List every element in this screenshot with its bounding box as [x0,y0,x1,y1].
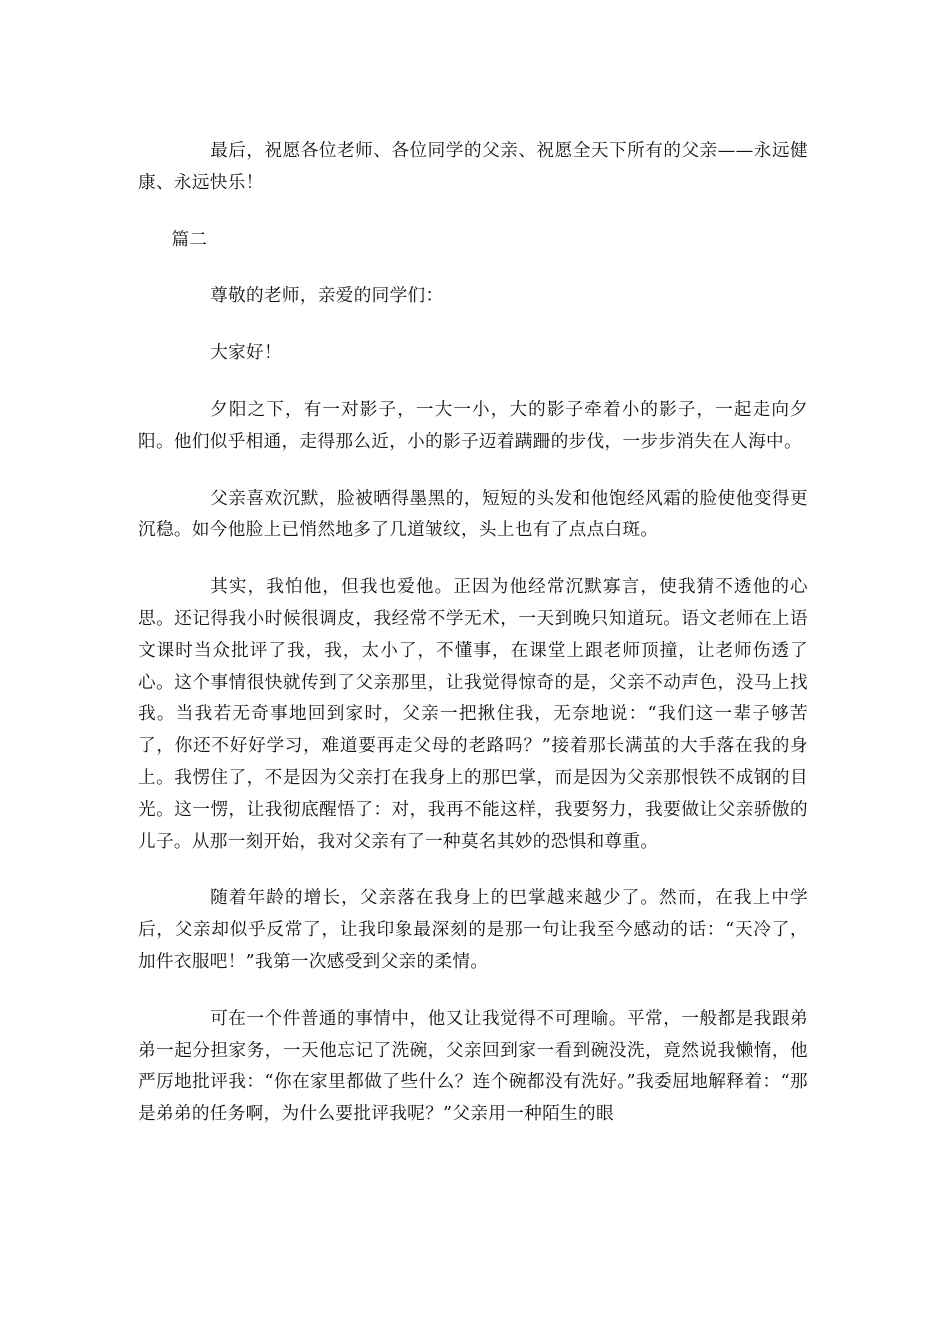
salutation: 尊敬的老师，亲爱的同学们： [210,286,444,307]
paragraph-dishes: 可在一个件普通的事情中，他又让我觉得不可理喻。平常，一般都是我跟弟弟一起分担家务，一天他忘记了洗碗，父亲回到家一看到碗没洗，竟然说我懒惰，他严厉地批评我：“你在家里都做了些什么？连个碗都没有洗好。”我委屈地解释着：“那是弟弟的任务啊，为什么要批评我呢？”父亲用一种陌生的眼 [138,1008,808,1125]
paragraph-growing-up: 随着年龄的增长，父亲落在我身上的巴掌越来越少了。然而，在我上中学后，父亲却似乎反常了，让我印象最深刻的是那一句让我至今感动的话：“天冷了，加件衣服吧！”我第一次感受到父亲的柔情。 [138,888,808,972]
document-body [138,136,808,1156]
paragraph-fear-and-love: 其实，我怕他，但我也爱他。正因为他经常沉默寡言，使我猜不透他的心思。还记得我小时候很调皮，我经常不学无术，一天到晚只知道玩。语文老师在上语文课时当众批评了我，我，太小了，不懂事，在课堂上跟老师顶撞，让老师伤透了心。这个事情很快就传到了父亲那里，让我觉得惊奇的是，父亲不动声色，没马上找我。当我若无奇事地回到家时，父亲一把揪住我，无奈地说：“我们这一辈子够苦了，你还不好好学习，难道要再走父母的老路吗？”接着那长满茧的大手落在我的身上。我愣住了，不是因为父亲打在我身上的那巴掌，而是因为父亲那恨铁不成钢的目光。这一愣，让我彻底醒悟了：对，我再不能这样，我要努力，我要做让父亲骄傲的儿子。从那一刻开始，我对父亲有了一种莫名其妙的恐惧和尊重。 [138,577,808,852]
closing-paragraph: 最后，祝愿各位老师、各位同学的父亲、祝愿全天下所有的父亲——永远健康、永远快乐！ [138,141,808,193]
greeting: 大家好！ [210,343,282,364]
paragraph-father-silence: 父亲喜欢沉默，脸被晒得墨黑的，短短的头发和他饱经风霜的脸使他变得更沉稳。如今他脸上已悄然地多了几道皱纹，头上也有了点点白斑。 [138,488,808,541]
section-title: 篇二 [171,229,208,250]
paragraph-sunset: 夕阳之下，有一对影子，一大一小，大的影子牵着小的影子，一起走向夕阳。他们似乎相通，走得那么近，小的影子迈着蹒跚的步伐，一步步消失在人海中。 [138,399,808,452]
